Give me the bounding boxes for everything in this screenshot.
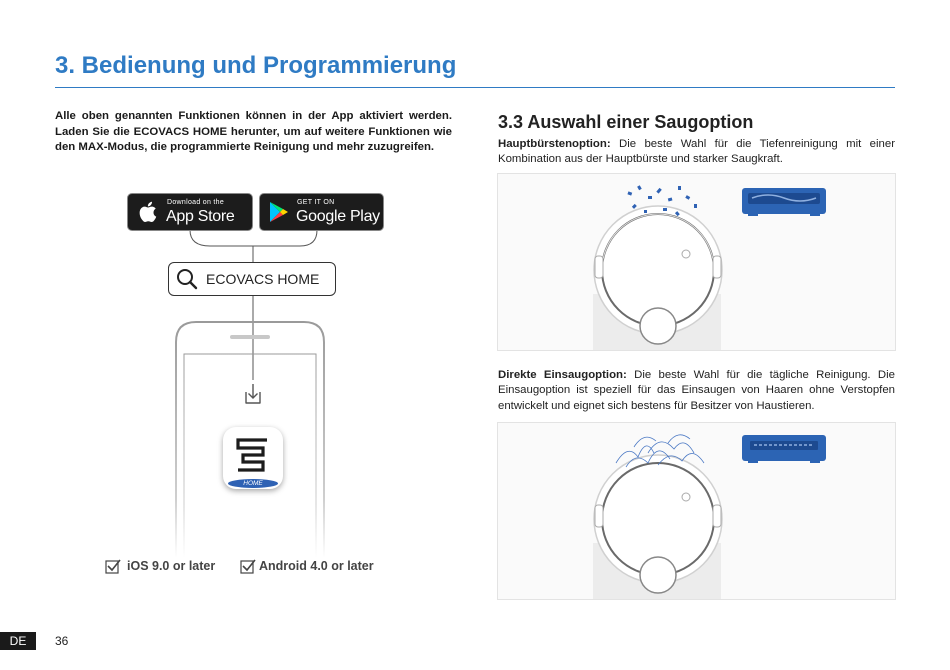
page-title: 3. Bedienung und Programmierung — [55, 52, 457, 79]
requirement-android-label: Android 4.0 or later — [259, 559, 374, 573]
google-play-big-text: Google Play — [296, 208, 380, 225]
intro-paragraph: Alle oben genannten Funktionen können in der App aktiviert werden. Laden Sie die ECOVACS HOME herunter, um auf weitere Funktionen wie den MAX-Modus, die programmierte Reinigung und mehr zuzugreifen. — [55, 110, 452, 154]
direct-suction-option-text — [498, 368, 895, 414]
search-icon — [176, 268, 198, 290]
app-search-box[interactable] — [168, 262, 336, 296]
search-label: ECOVACS HOME — [206, 271, 320, 287]
checkbox-checked-icon — [240, 558, 257, 575]
main-brush-option-term: Hauptbürstenoption: — [498, 138, 611, 150]
checkbox-checked-icon — [105, 558, 122, 575]
direct-suction-module-icon — [742, 435, 826, 463]
apple-icon — [138, 200, 160, 224]
direct-suction-option-desc: Die beste Wahl für die tägliche Reinigung. Die Einsaugoption ist speziell für das Einsaugen von Haaren ohne Verstopfen entwickelt und eignet sich bestens für Besitzer von Haustieren. — [498, 369, 895, 412]
ecovacs-app-icon — [223, 427, 283, 489]
language-tab: DE — [0, 632, 36, 650]
title-divider — [55, 87, 895, 88]
google-play-small-text: GET IT ON — [297, 199, 335, 206]
requirement-ios-label: iOS 9.0 or later — [127, 559, 216, 573]
direct-suction-option-term: Direkte Einsaugoption: — [498, 369, 627, 381]
page-number: 36 — [55, 634, 69, 648]
robot-main-brush-image — [498, 174, 895, 350]
app-store-badge[interactable] — [127, 193, 253, 231]
direct-suction-illustration — [497, 422, 896, 600]
play-icon — [269, 201, 289, 223]
app-store-small-text: Download on the — [167, 199, 225, 206]
main-brush-option-desc: Die beste Wahl für die Tiefenreinigung mit einer Kombination aus der Hauptbürste und starker Saugkraft. — [498, 138, 895, 166]
app-icon-home-label: HOME — [228, 479, 278, 488]
main-brush-option-text — [498, 137, 895, 168]
main-brush-illustration — [497, 173, 896, 351]
app-store-big-text: App Store — [166, 208, 235, 225]
google-play-badge[interactable] — [259, 193, 384, 231]
section-heading: 3.3 Auswahl einer Saugoption — [498, 112, 754, 132]
download-icon — [240, 381, 266, 407]
robot-direct-suction-image — [498, 423, 895, 599]
main-brush-module-icon — [742, 188, 826, 216]
ecovacs-logo-icon — [235, 437, 271, 473]
